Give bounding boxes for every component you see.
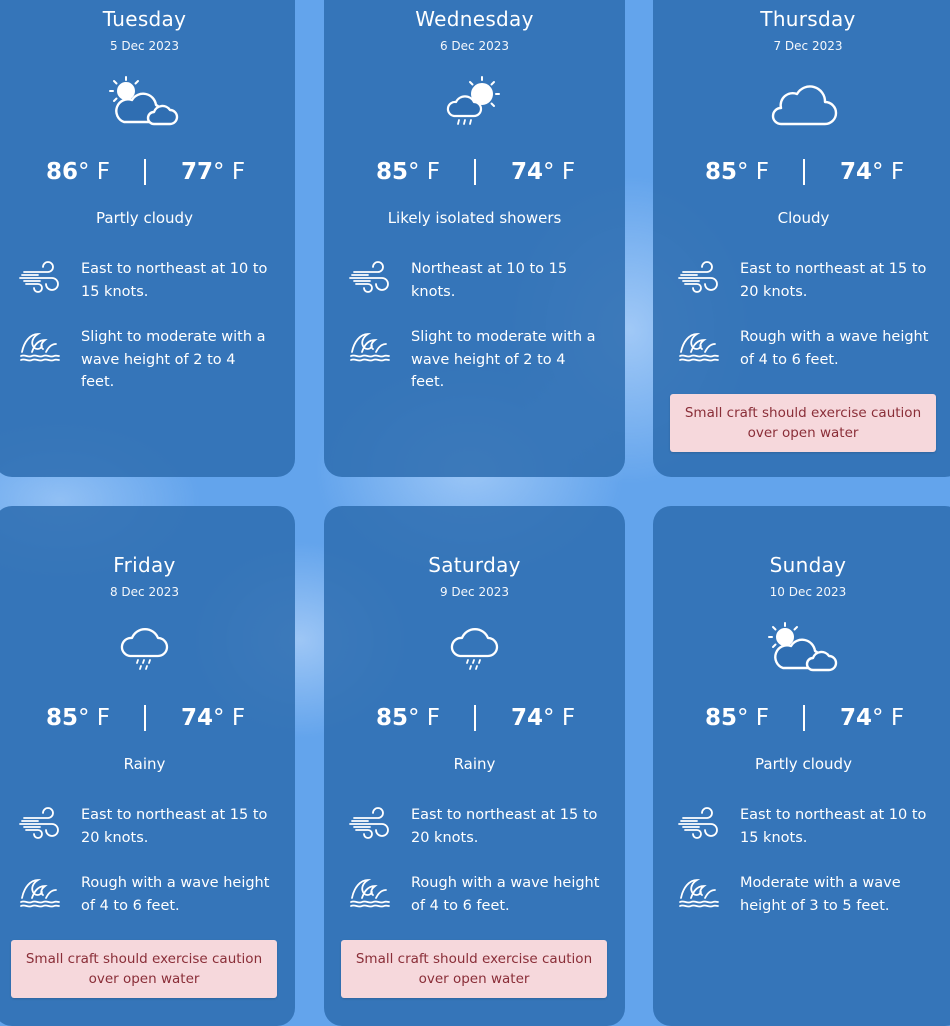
sun-shower-icon	[434, 72, 514, 132]
temp-high: 85° F	[375, 159, 440, 185]
forecast-card-thursday	[653, 0, 950, 477]
temp-low: 74° F	[840, 705, 905, 731]
temp-low: 74° F	[511, 705, 576, 731]
wave-icon	[348, 874, 392, 910]
wave-icon	[18, 328, 62, 364]
rain-icon	[434, 618, 514, 678]
sea-text: Moderate with a wave height of 3 to 5 feet.	[740, 875, 901, 914]
forecast-date: 5 Dec 2023	[109, 39, 180, 53]
sea-text: Slight to moderate with a wave height of 2 to 4 feet.	[81, 329, 266, 390]
temp-low: 74° F	[840, 159, 905, 185]
forecast-date: 10 Dec 2023	[769, 585, 847, 599]
wind-icon	[677, 260, 721, 296]
temp-high: 85° F	[704, 705, 769, 731]
forecast-date: 9 Dec 2023	[439, 585, 510, 599]
condition-label: Likely isolated showers	[387, 209, 562, 227]
sea-text: Rough with a wave height of 4 to 6 feet.	[740, 329, 929, 368]
wind-icon	[348, 260, 392, 296]
small-craft-warning: Small craft should exercise caution over open water	[670, 394, 936, 452]
condition-label: Partly cloudy	[755, 755, 852, 773]
condition-label: Partly cloudy	[96, 209, 193, 227]
temperature-row	[0, 705, 295, 735]
small-craft-warning: Small craft should exercise caution over open water	[341, 940, 607, 998]
wind-icon	[677, 806, 721, 842]
wind-text: East to northeast at 10 to 15 knots.	[81, 261, 268, 300]
sea-text: Rough with a wave height of 4 to 6 feet.	[81, 875, 270, 914]
forecast-date: 8 Dec 2023	[109, 585, 180, 599]
temp-divider	[144, 159, 146, 185]
temperature-row	[653, 705, 950, 735]
wind-text: Northeast at 10 to 15 knots.	[411, 261, 568, 300]
wave-icon	[18, 874, 62, 910]
temp-high: 85° F	[45, 705, 110, 731]
sea-text: Rough with a wave height of 4 to 6 feet.	[411, 875, 600, 914]
forecast-card-wednesday	[324, 0, 625, 477]
temperature-row	[653, 159, 950, 189]
temp-low: 74° F	[511, 159, 576, 185]
partly-cloudy-icon	[104, 72, 184, 132]
wind-icon	[18, 806, 62, 842]
day-name: Friday	[113, 553, 176, 577]
wave-icon	[677, 874, 721, 910]
forecast-card-saturday	[324, 506, 625, 1026]
wave-icon	[348, 328, 392, 364]
day-name: Wednesday	[415, 7, 534, 31]
forecast-card-tuesday	[0, 0, 295, 477]
small-craft-warning: Small craft should exercise caution over open water	[11, 940, 277, 998]
temperature-row	[0, 159, 295, 189]
wave-icon	[677, 328, 721, 364]
partly-cloudy-icon	[763, 618, 843, 678]
day-name: Tuesday	[102, 7, 187, 31]
temp-divider	[803, 705, 805, 731]
day-name: Thursday	[760, 7, 856, 31]
forecast-card-sunday	[653, 506, 950, 1026]
wind-text: East to northeast at 15 to 20 knots.	[411, 807, 598, 846]
wind-icon	[348, 806, 392, 842]
temp-low: 77° F	[181, 159, 246, 185]
sea-text: Slight to moderate with a wave height of 2 to 4 feet.	[411, 329, 596, 390]
temp-divider	[474, 705, 476, 731]
day-name: Saturday	[428, 553, 521, 577]
cloudy-icon	[763, 72, 843, 132]
forecast-card-friday	[0, 506, 295, 1026]
temp-high: 85° F	[704, 159, 769, 185]
forecast-date: 7 Dec 2023	[773, 39, 843, 53]
temperature-row	[324, 159, 625, 189]
temp-low: 74° F	[181, 705, 246, 731]
wind-icon	[18, 260, 62, 296]
wind-text: East to northeast at 15 to 20 knots.	[740, 261, 927, 300]
temperature-row	[324, 705, 625, 735]
temp-divider	[474, 159, 476, 185]
temp-divider	[144, 705, 146, 731]
temp-high: 86° F	[45, 159, 110, 185]
condition-label: Cloudy	[777, 209, 830, 227]
temp-high: 85° F	[375, 705, 440, 731]
condition-label: Rainy	[453, 755, 496, 773]
rain-icon	[104, 618, 184, 678]
temp-divider	[803, 159, 805, 185]
day-name: Sunday	[769, 553, 847, 577]
condition-label: Rainy	[123, 755, 166, 773]
forecast-date: 6 Dec 2023	[439, 39, 510, 53]
wind-text: East to northeast at 15 to 20 knots.	[81, 807, 268, 846]
wind-text: East to northeast at 10 to 15 knots.	[740, 807, 927, 846]
